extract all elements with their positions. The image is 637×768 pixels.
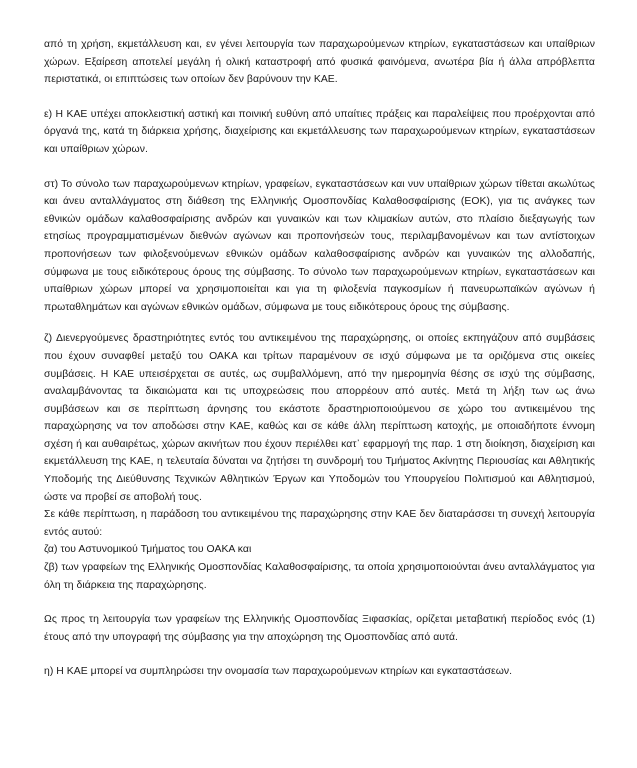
paragraph-intro-continuation: από τη χρήση, εκμετάλλευση και, εν γένει λειτουργία των παραχωρούμενων κτηρίων, εγκαταστάσεων και υπαίθριων χώρων. Εξαίρεση αποτελεί μεγάλη ή ολική καταστροφή από φυσικά φαινόμενα, ανωτέρα βία ή άλλα απρόβλεπτα περιστατικά, οι επιπτώσεις των οποίων δεν βαρύνουν την ΚΑΕ.: [44, 39, 595, 86]
paragraph-fencing-transition: Ως προς τη λειτουργία των γραφείων της Ελληνικής Ομοσπονδίας Ξιφασκίας, ορίζεται μεταβατική περίοδος ενός (1) έτους από την υπογραφή της σύμβασης για την αποχώρηση της Ομοσπονδίας από αυτά.: [44, 614, 595, 643]
paragraph-delivery: Σε κάθε περίπτωση, η παράδοση του αντικειμένου της παραχώρησης στην ΚΑΕ δεν διαταράσσει τη συνεχή λειτουργία εντός αυτού:: [44, 509, 595, 538]
paragraph-za-police: ζα) του Αστυνομικού Τμήματος του ΟΑΚΑ και: [44, 544, 252, 556]
paragraph-st-eok-use: στ) Το σύνολο των παραχωρούμενων κτηρίων, γραφείων, εγκαταστάσεων και νυν υπαίθριων χώρων τίθεται ακωλύτως και άνευ ανταλλάγματος στη διάθεση της Ελληνικής Ομοσπονδίας Καλαθοσφαίρισης (ΕΟΚ), για τις ανάγκες των εθνικών ομάδων καλαθοσφαίρισης ανδρών και γυναικών και των κλιμακίων αυτών, στο πλαίσιο διεξαγωγής των ετησίως προγραμματισμένων διεθνών αγώνων και προπονήσεών τους, περιλαμβανομένων και των αντίστοιχων προπονήσεων των φιλοξενούμενων εθνικών ομάδων καλαθοσφαίρισης ανδρών και γυναικών της αλλοδαπής, σύμφωνα με τους ειδικότερους όρους της σύμβασης. Το σύνολο των παραχωρούμενων κτηρίων, εγκαταστάσεων και υπαίθριων χώρων μπορεί να χρησιμοποιείται και για τη φιλοξενία παγκοσμίων ή πανευρωπαϊκών αγώνων ή πρωταθλημάτων και αγώνων εθνικών ομάδων, σύμφωνα με τους ειδικότερους όρους της σύμβασης.: [44, 178, 595, 313]
paragraph-z-activities: ζ) Διενεργούμενες δραστηριότητες εντός του αντικειμένου της παραχώρησης, οι οποίες εκπηγάζουν από συμβάσεις που έχουν συναφθεί μεταξύ του ΟΑΚΑ και τρίτων παραμένουν σε ισχύ σύμφωνα με τα οριζόμενα στις οικείες συμβάσεις. Η ΚΑΕ υπεισέρχεται σε αυτές, ως συμβαλλόμενη, από την ημερομηνία θέσης σε ισχύ της σύμβασης, αναλαμβάνοντας τα δικαιώματα και τις υποχρεώσεις που απορρέουν από αυτές. Μετά τη λήξη των ως άνω συμβάσεων και σε περίπτωση άρνησης του εκάστοτε δραστηριοποιούμενου σε χώρο του αντικειμένου της παραχώρησης να τον αποδώσει στην ΚΑΕ, καθώς και σε κάθε άλλη περίπτωση κατοχής, με οποιαδήποτε έννομη σχέση ή και αυθαιρέτως, χώρων ακινήτων που έχουν περιέλθει κατ᾽ εφαρμογή της παρ. 1 στη διοίκηση, διαχείριση και εκμετάλλευση της ΚΑΕ, η τελευταία δύναται να ζητήσει τη συνδρομή του Τμήματος Ακίνητης Περιουσίας και Αθλητικής Υποδομής της Διεύθυνσης Τεχνικών Αθλητικών Έργων και Υποδομών του Υπουργείου Πολιτισμού και Αθλητισμού, ώστε να προβεί σε αποβολή τους.: [44, 333, 595, 503]
paragraph-i-naming: η) Η ΚΑΕ μπορεί να συμπληρώσει την ονομασία των παραχωρούμενων κτηρίων και εγκαταστάσεων.: [44, 666, 513, 678]
paragraph-zb-offices: ζβ) των γραφείων της Ελληνικής Ομοσπονδίας Καλαθοσφαίρισης, τα οποία χρησιμοποιούνται άνευ ανταλλάγματος για όλη τη διάρκεια της παραχώρησης.: [44, 562, 595, 591]
paragraph-e-liability: ε) Η ΚΑΕ υπέχει αποκλειστική αστική και ποινική ευθύνη από υπαίτιες πράξεις και παραλείψεις που προέρχονται από όργανά της, κατά τη διάρκεια χρήσης, διαχείρισης και εκμετάλλευσης των παραχωρούμενων κτηρίων, εγκαταστάσεων και υπαίθριων χώρων.: [44, 108, 595, 155]
